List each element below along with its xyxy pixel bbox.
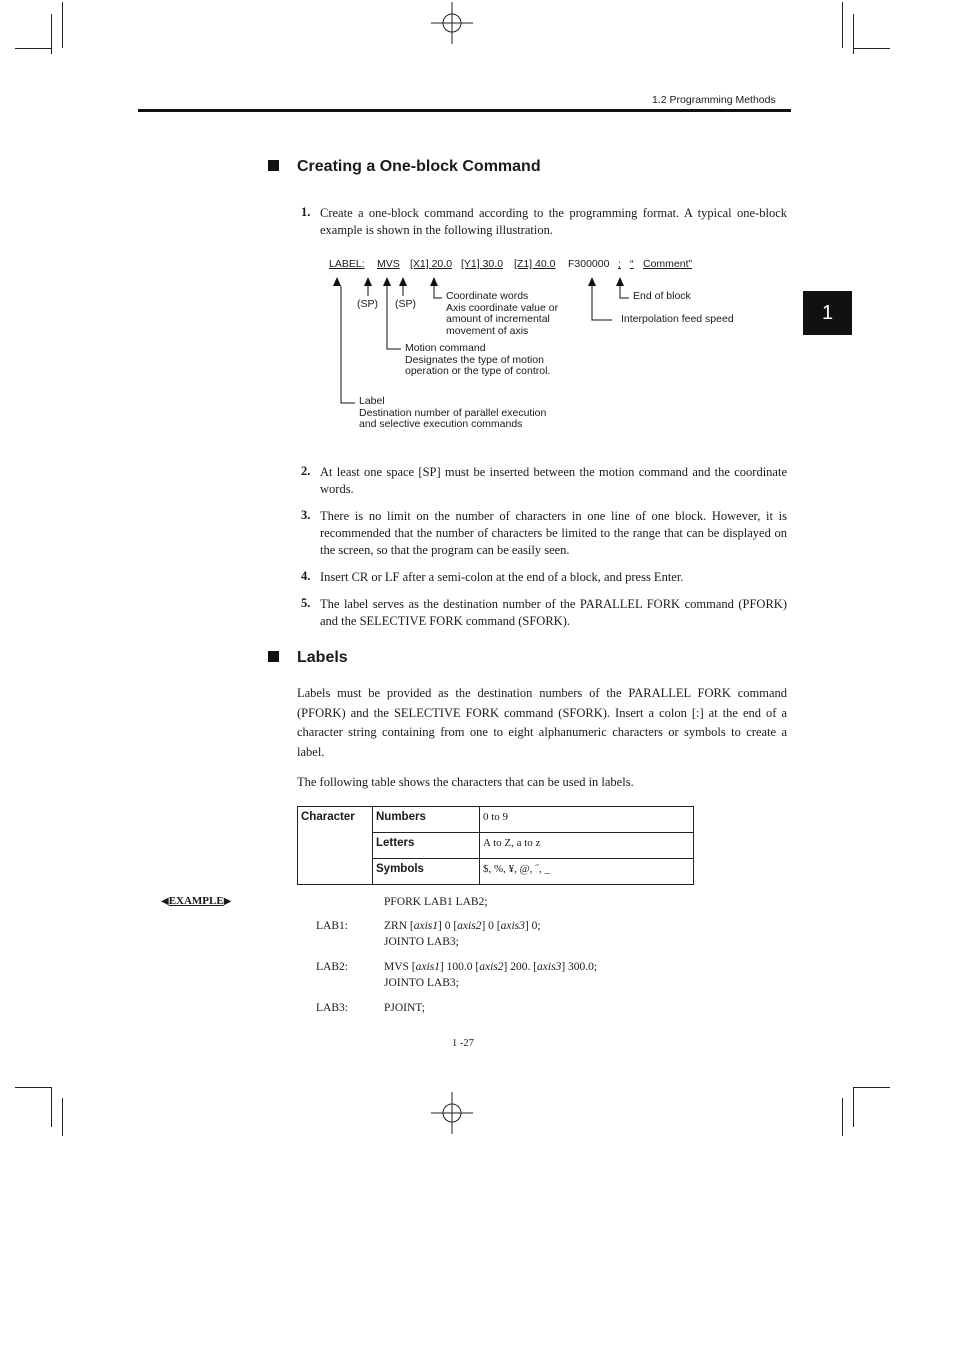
token-mvs: MVS xyxy=(377,258,400,270)
table-cell-value: $, %, ¥, @, ˝, _ xyxy=(480,859,694,885)
item-text: The label serves as the destination number of the PARALLEL FORK command (PFORK) and the SELECTIVE FORK command (SFORK). xyxy=(320,597,787,628)
example-tag xyxy=(161,895,231,907)
callout-line: operation or the type of control. xyxy=(405,365,551,378)
crop-mark xyxy=(842,2,843,48)
page-number: 1 -27 xyxy=(452,1038,474,1049)
chapter-tab: 1 xyxy=(803,291,852,335)
item-number: 4. xyxy=(301,569,311,583)
label-characters-table xyxy=(297,806,694,885)
token-label: LABEL: xyxy=(329,258,365,270)
paragraph: Labels must be provided as the destination numbers of the PARALLEL FORK command (PFORK) and the SELECTIVE FORK command (SFORK). Insert a colon [:] at the end of a character string containing from one to eight alphanumeric characters or symbols to create a label. xyxy=(297,686,787,759)
arrowhead-icon xyxy=(616,277,624,286)
crop-mark xyxy=(62,1098,63,1136)
arrowhead-icon xyxy=(333,277,341,286)
item-number: 2. xyxy=(301,464,311,478)
table-cell-type: Letters xyxy=(373,833,480,859)
crop-mark xyxy=(853,14,854,54)
section-heading xyxy=(268,649,348,667)
arrowhead-icon xyxy=(364,277,372,286)
crop-mark xyxy=(853,48,890,49)
token-quote: “ xyxy=(630,258,634,270)
crop-mark xyxy=(853,1087,854,1127)
item-number: 1. xyxy=(301,205,311,219)
callout-line: and selective execution commands xyxy=(359,418,523,431)
item-text: There is no limit on the number of characters in one line of one block. However, it is recommended that the number of characters be limited to the range that can be displayed on the screen, so that the program can be easily seen. xyxy=(320,509,787,557)
table-row xyxy=(298,807,694,833)
code-label: LAB2: xyxy=(316,961,348,973)
token-y1: [Y1] 30.0 xyxy=(461,258,504,270)
code-text: PFORK LAB1 LAB2; xyxy=(384,896,488,908)
arrowhead-icon xyxy=(430,277,438,286)
feed-speed-callout: Interpolation feed speed xyxy=(621,313,734,325)
item-text: Create a one-block command according to the programming format. A typical one-block example is shown in the following illustration. xyxy=(320,206,787,237)
code-text: PJOINT; xyxy=(384,1002,425,1014)
code-block xyxy=(384,959,597,991)
callout-line: movement of axis xyxy=(446,325,529,338)
code-text: JOINTO LAB3; xyxy=(384,936,459,948)
item-text: Insert CR or LF after a semi-colon at the end of a block, and press Enter. xyxy=(320,570,684,584)
section-heading xyxy=(268,158,541,176)
crop-mark xyxy=(15,1087,51,1088)
code-text: MVS [axis1] 100.0 [axis2] 200. [axis3] 300.0; xyxy=(384,961,598,973)
code-block xyxy=(384,918,541,950)
token-x1: [X1] 20.0 xyxy=(410,258,453,270)
label-callout xyxy=(359,396,546,431)
crop-mark xyxy=(51,14,52,54)
table-cell-value: 0 to 9 xyxy=(480,807,694,833)
arrowhead-icon xyxy=(399,277,407,286)
paragraph: The following table shows the characters that can be used in labels. xyxy=(297,775,634,789)
code-label: LAB3: xyxy=(316,1002,348,1014)
callout-line: amount of incremental xyxy=(446,313,550,326)
header-rule xyxy=(138,109,791,112)
code-text: JOINTO LAB3; xyxy=(384,977,459,989)
registration-mark-bottom xyxy=(431,1092,473,1134)
sp-marker: (SP) xyxy=(357,298,378,310)
crop-mark xyxy=(62,2,63,48)
callout-line: Designates the type of motion xyxy=(405,353,544,366)
end-of-block-callout: End of block xyxy=(633,290,691,302)
token-semicolon: ; xyxy=(618,258,621,270)
callout-line: Label xyxy=(359,395,385,407)
table-cell-type: Numbers xyxy=(373,807,480,833)
section-title: Creating a One-block Command xyxy=(297,158,541,175)
triangle-right-icon: ▶ xyxy=(223,896,232,907)
running-head: 1.2 Programming Methods xyxy=(652,94,776,106)
token-comment: Comment” xyxy=(643,258,693,270)
item-number: 3. xyxy=(301,508,311,522)
table-cell-value: A to Z, a to z xyxy=(480,833,694,859)
table-cell-type: Symbols xyxy=(373,859,480,885)
code-line xyxy=(384,894,488,910)
arrowhead-icon xyxy=(588,277,596,286)
item-number: 5. xyxy=(301,596,311,610)
coordinate-words-callout xyxy=(446,291,558,338)
triangle-left-icon: ◀ xyxy=(161,896,169,907)
code-block xyxy=(384,1000,425,1016)
token-feed: F300000 xyxy=(568,258,610,270)
callout-line: Coordinate words xyxy=(446,290,529,302)
code-label: LAB1: xyxy=(316,920,348,932)
callout-line: Axis coordinate value or xyxy=(446,301,559,314)
code-text: ZRN [axis1] 0 [axis2] 0 [axis3] 0; xyxy=(384,920,541,932)
callout-line: Motion command xyxy=(405,342,486,354)
crop-mark xyxy=(853,1087,890,1088)
registration-mark-top xyxy=(431,2,473,44)
sp-marker: (SP) xyxy=(395,298,416,310)
crop-mark xyxy=(51,1087,52,1127)
section-title: Labels xyxy=(297,649,348,666)
motion-command-callout xyxy=(405,343,550,378)
square-bullet-icon xyxy=(268,160,279,171)
crop-mark xyxy=(15,48,51,49)
callout-line: Destination number of parallel execution xyxy=(359,406,547,419)
arrowhead-icon xyxy=(383,277,391,286)
example-tag-label: EXAMPLE xyxy=(168,895,224,907)
square-bullet-icon xyxy=(268,651,279,662)
crop-mark xyxy=(842,1098,843,1136)
table-header-cell: Character xyxy=(298,807,373,885)
token-z1: [Z1] 40.0 xyxy=(514,258,556,270)
item-text: At least one space [SP] must be inserted between the motion command and the coordinate words. xyxy=(320,465,787,496)
